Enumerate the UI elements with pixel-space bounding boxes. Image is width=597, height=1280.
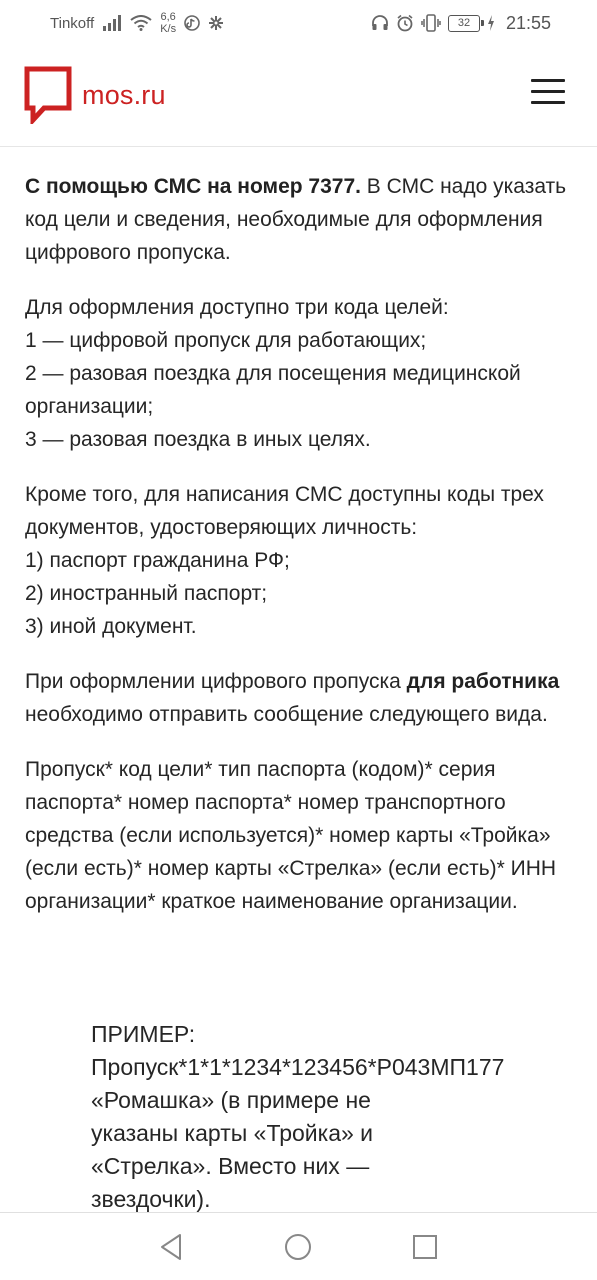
charging-icon: [487, 15, 495, 31]
settings-gear-icon: [208, 15, 224, 31]
status-left: [50, 0, 224, 46]
example-line: звездочки).: [91, 1186, 211, 1212]
paragraph-document-codes: [25, 478, 573, 643]
headphones-icon: [371, 14, 389, 32]
recent-apps-icon[interactable]: [409, 1231, 441, 1263]
goal-code-item: 1 — цифровой пропуск для работающих;: [25, 329, 427, 352]
network-speed-unit: K/s: [160, 23, 177, 35]
clock: 21:55: [505, 12, 551, 33]
signal-icon: [102, 15, 122, 31]
document-code-item: 3) иной документ.: [25, 615, 197, 638]
logo-text: mos.ru: [82, 79, 166, 110]
system-navigation-bar: [0, 1212, 597, 1280]
example-line: Пропуск*1*1*1234*123456*Р043МП177: [91, 1054, 505, 1080]
goal-code-item: 2 — разовая поездка для посещения медицинской организации;: [25, 362, 521, 418]
hamburger-menu-icon[interactable]: [531, 79, 565, 105]
goal-codes-intro: Для оформления доступно три кода целей:: [25, 296, 449, 319]
network-speed: [160, 11, 176, 35]
site-header: [0, 46, 597, 147]
worker-pass-text-end: необходимо отправить сообщение следующего вида.: [25, 703, 548, 726]
document-code-item: 1) паспорт гражданина РФ;: [25, 549, 290, 572]
document-code-item: 2) иностранный паспорт;: [25, 582, 268, 605]
example-block: [91, 1018, 597, 1216]
paragraph-worker-pass: [25, 665, 573, 731]
home-icon[interactable]: [282, 1231, 314, 1263]
battery-indicator: 32: [448, 15, 480, 32]
sms-number-highlight: С помощью СМС на номер 7377.: [25, 175, 361, 198]
worker-pass-text-start: При оформлении цифрового пропуска: [25, 670, 407, 693]
mos-ru-logo[interactable]: [24, 66, 166, 124]
network-speed-value: 6,6: [160, 11, 176, 23]
article-body: [25, 170, 573, 940]
paragraph-goal-codes: [25, 291, 573, 456]
example-line: «Ромашка» (в примере не: [91, 1087, 371, 1113]
worker-highlight: для работника: [406, 670, 560, 693]
example-line: «Стрелка». Вместо них —: [91, 1153, 370, 1179]
sms-intro-text: В СМС надо указать код цели и сведения, необходимые для оформления цифрового пропуска.: [25, 175, 567, 264]
goal-code-item: 3 — разовая поездка в иных целях.: [25, 428, 371, 451]
paragraph-message-format: Пропуск* код цели* тип паспорта (кодом)* серия паспорта* номер паспорта* номер транспортного средства (если используется)* номер карты «Тройка» (если есть)* номер карты «Стрелка» (если есть)* ИНН организации* краткое наименование организации.: [25, 758, 557, 913]
alarm-icon: [396, 14, 414, 32]
speech-bubble-logo-icon: [24, 66, 72, 124]
back-icon[interactable]: [155, 1231, 187, 1263]
document-codes-intro: Кроме того, для написания СМС доступны коды трех документов, удостоверяющих личность:: [25, 483, 544, 539]
status-bar: [0, 0, 597, 46]
paragraph-sms-intro: [25, 170, 573, 269]
wifi-icon: [130, 15, 152, 31]
carrier-name: Tinkoff: [50, 14, 95, 32]
status-right: [371, 0, 551, 46]
vibrate-icon: [421, 14, 441, 32]
tiktok-icon: [184, 15, 200, 31]
example-line: ПРИМЕР:: [91, 1021, 196, 1047]
example-line: указаны карты «Тройка» и: [91, 1120, 374, 1146]
